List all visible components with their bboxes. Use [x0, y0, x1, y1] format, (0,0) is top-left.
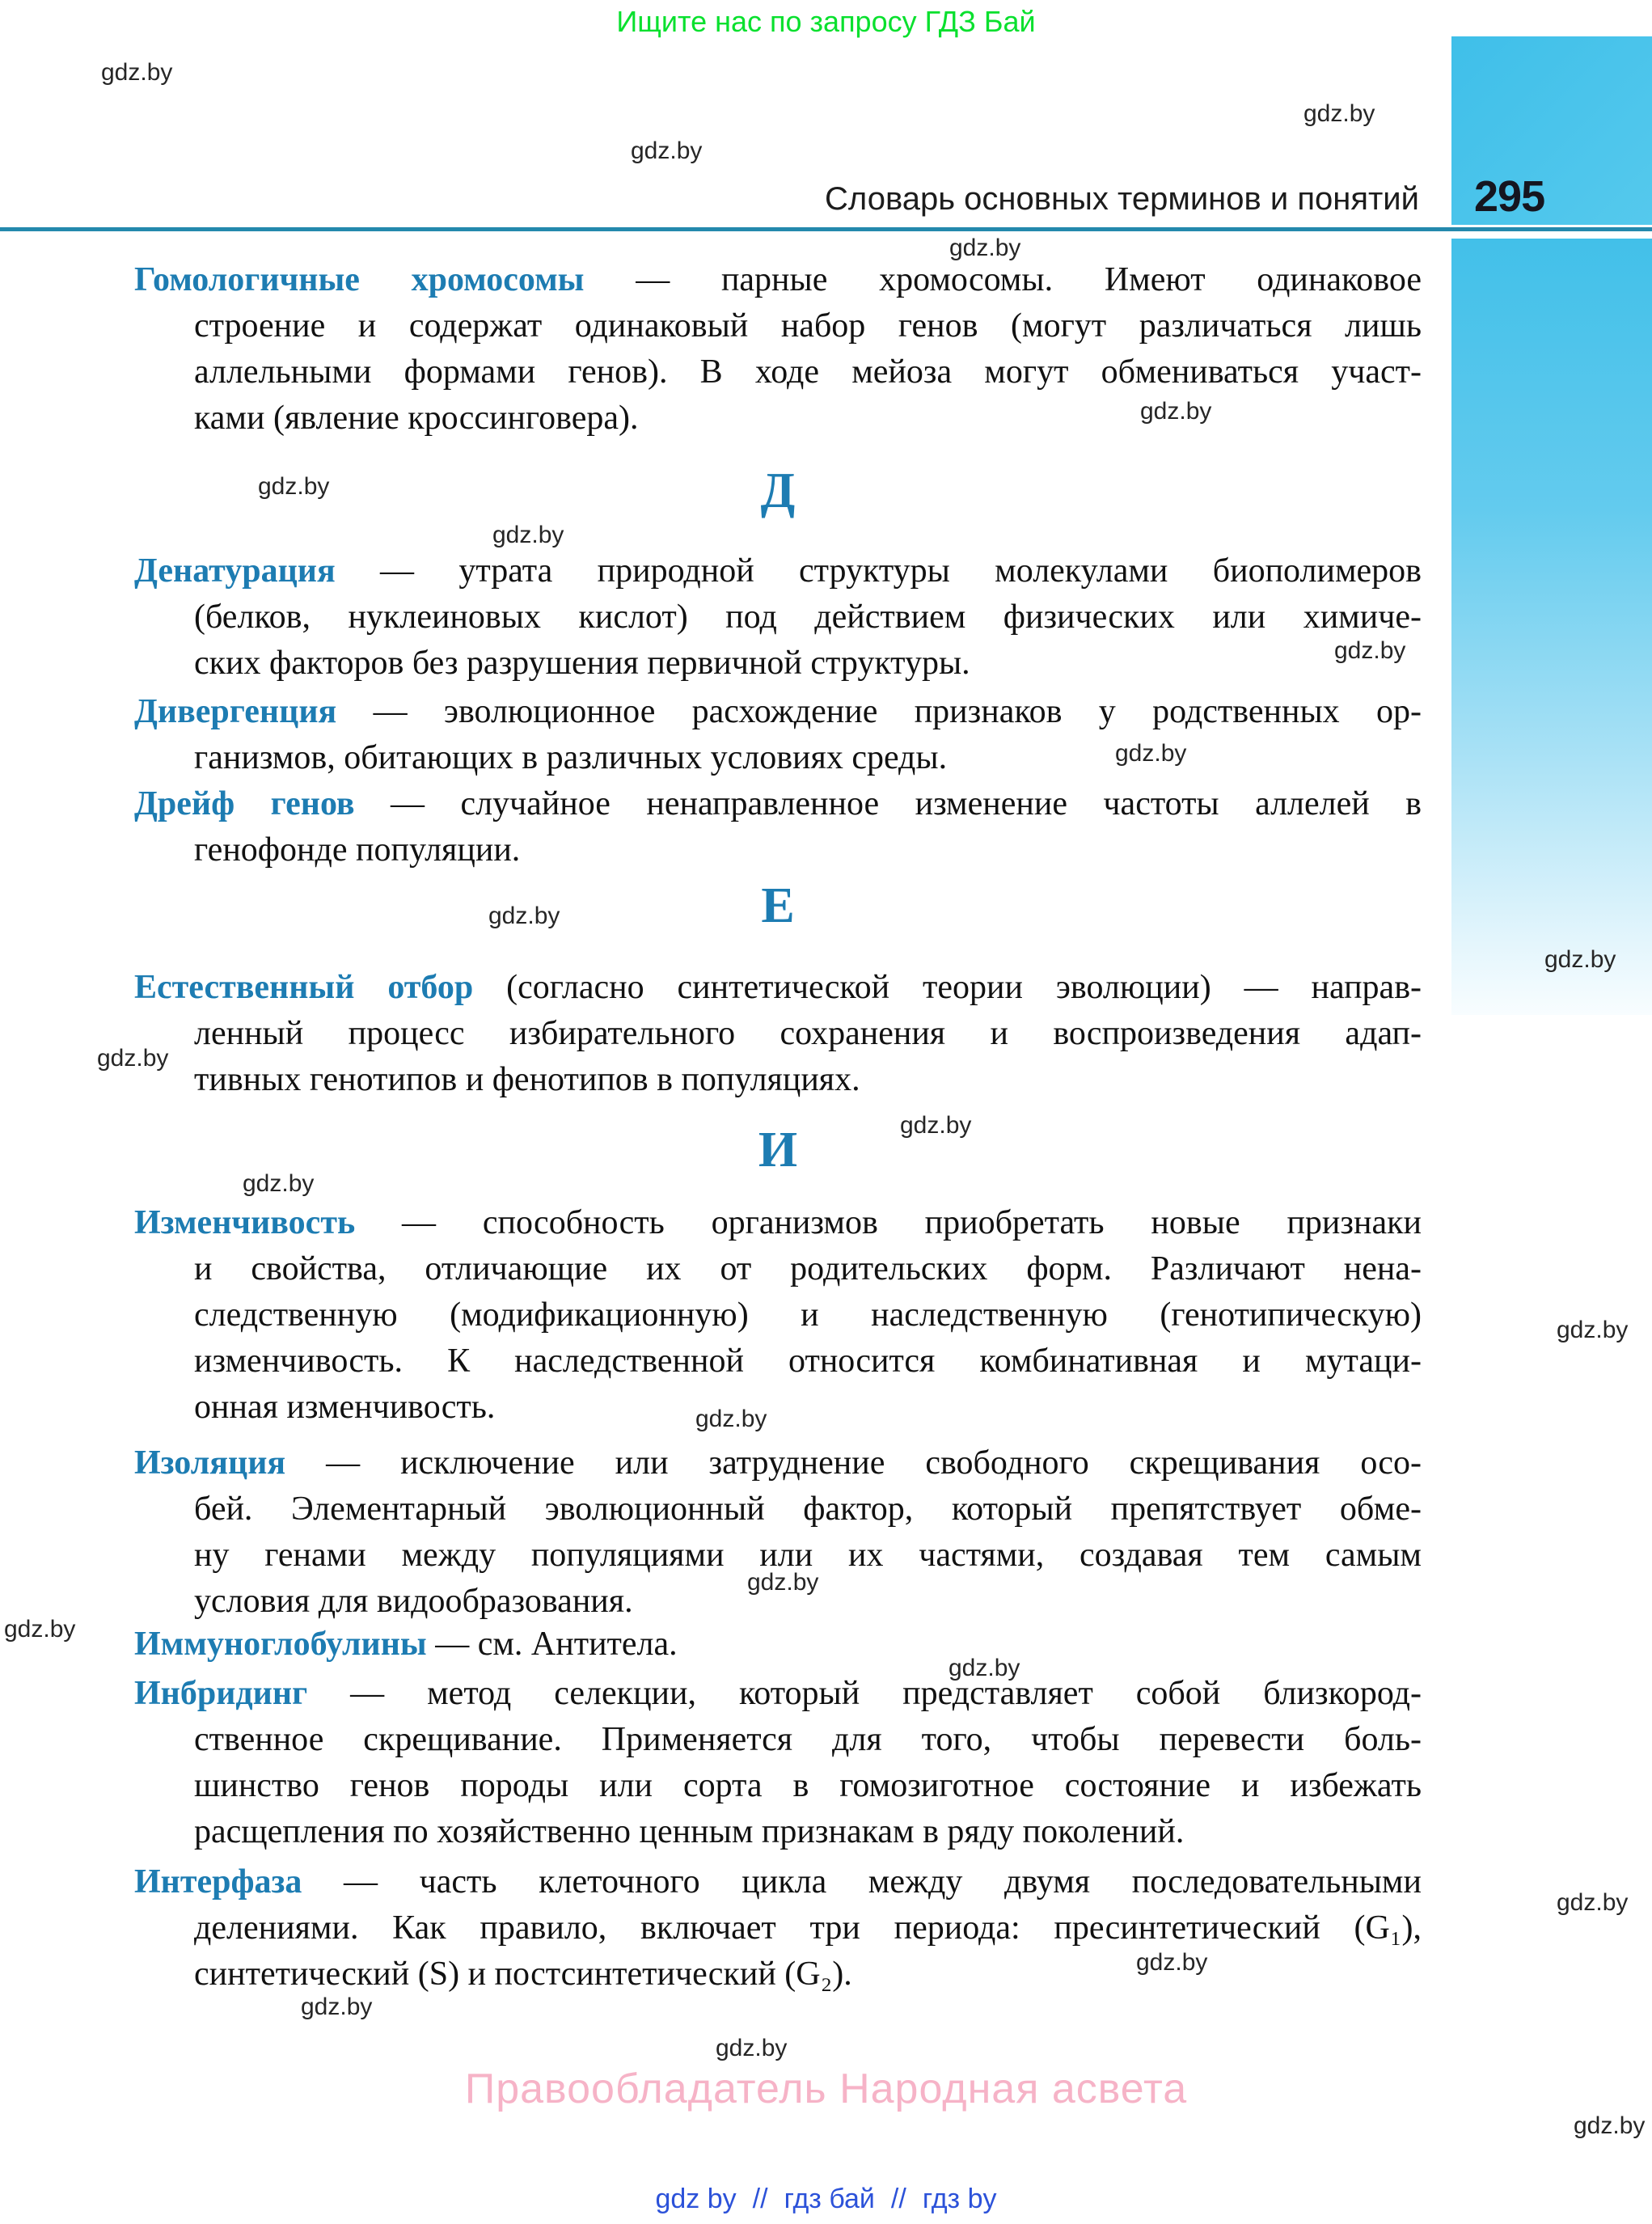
- entry-line: Иммуноглобулины — см. Антитела.: [134, 1626, 678, 1663]
- promo-banner: Ищите нас по запросу ГДЗ Бай: [616, 5, 1036, 38]
- gdz-watermark: gdz.by: [1115, 740, 1187, 767]
- entry-line: генофонде популяции.: [194, 831, 521, 869]
- entry-line: тивных генотипов и фенотипов в популяциях.: [194, 1061, 860, 1098]
- page-number-box: [1451, 36, 1652, 225]
- section-letter: Е: [761, 878, 795, 933]
- glossary-entry: [134, 1621, 1422, 1668]
- gdz-watermark: gdz.by: [949, 1655, 1020, 1681]
- gdz-watermark: gdz.by: [695, 1406, 767, 1432]
- entry-line: Денатурация — утрата природной структуры молекулами биополимеров: [134, 552, 1422, 590]
- entry-line: ками (явление кроссинговера).: [194, 400, 639, 437]
- gdz-watermark: gdz.by: [900, 1112, 972, 1139]
- glossary-term: Интерфаза: [134, 1863, 302, 1901]
- gdz-watermark: gdz.by: [243, 1170, 315, 1197]
- glossary-term: Дрейф генов: [134, 785, 355, 822]
- header-rule: [0, 227, 1652, 231]
- glossary-term: Изоляция: [134, 1444, 286, 1482]
- gdz-watermark: gdz.by: [631, 137, 703, 164]
- entry-line: ну генами между популяциями или их частями, создавая тем самым: [194, 1537, 1422, 1574]
- entry-line: изменчивость. К наследственной относится комбинативная и мутаци-: [194, 1342, 1422, 1380]
- entry-line: Естественный отбор (согласно синтетической теории эволюции) — направ-: [134, 969, 1422, 1006]
- gdz-watermark: gdz.by: [1544, 946, 1616, 973]
- glossary-entry: [134, 548, 1422, 687]
- glossary-entry: [134, 1671, 1422, 1855]
- glossary-term: Иммуноглобулины: [134, 1626, 427, 1663]
- glossary-entry: [134, 257, 1422, 442]
- gdz-watermark: gdz.by: [492, 522, 564, 548]
- gdz-watermark: gdz.by: [101, 59, 173, 86]
- page-title: Словарь основных терминов и понятий: [825, 181, 1419, 217]
- gdz-watermark: gdz.by: [1557, 1889, 1629, 1916]
- entry-line: синтетический (S) и постсинтетический (G₂).: [194, 1956, 852, 1993]
- gdz-watermark: gdz.by: [1136, 1949, 1208, 1976]
- section-letter: Д: [760, 463, 796, 518]
- glossary-term: Изменчивость: [134, 1204, 356, 1241]
- footer-link[interactable]: gdz by: [655, 2184, 737, 2214]
- entry-line: Изменчивость — способность организмов приобретать новые признаки: [134, 1204, 1422, 1241]
- entry-line: и свойства, отличающие их от родительских форм. Различают нена-: [194, 1250, 1422, 1287]
- entry-line: (белков, нуклеиновых кислот) под действием физических или химиче-: [194, 598, 1422, 636]
- footer-separator: //: [890, 2184, 906, 2214]
- entry-line: Интерфаза — часть клеточного цикла между двумя последовательными: [134, 1863, 1422, 1901]
- glossary-entry: [134, 689, 1422, 781]
- glossary-term: Гомологичные хромосомы: [134, 261, 585, 298]
- gdz-watermark: gdz.by: [97, 1045, 169, 1072]
- entry-line: бей. Элементарный эволюционный фактор, который препятствует обме-: [194, 1490, 1422, 1528]
- copyright-text: Правообладатель Народная асвета: [464, 2065, 1188, 2112]
- gdz-watermark: gdz.by: [1557, 1317, 1629, 1343]
- glossary-term: Естественный отбор: [134, 969, 474, 1006]
- sidebar-gradient: [1451, 239, 1652, 1015]
- glossary-term: Дивергенция: [134, 693, 337, 730]
- entry-line: Гомологичные хромосомы — парные хромосомы. Имеют одинаковое: [134, 261, 1422, 298]
- entry-line: Инбридинг — метод селекции, который представляет собой близкород-: [134, 1675, 1422, 1712]
- entry-line: расщепления по хозяйственно ценным признакам в ряду поколений.: [194, 1813, 1185, 1850]
- glossary-term: Инбридинг: [134, 1675, 308, 1712]
- entry-line: ственное скрещивание. Применяется для того, чтобы перевести боль-: [194, 1721, 1422, 1758]
- glossary-entry: [134, 1200, 1422, 1431]
- gdz-watermark: gdz.by: [258, 473, 330, 500]
- footer-links: [0, 2184, 1652, 2215]
- gdz-watermark: gdz.by: [949, 235, 1021, 261]
- gdz-watermark: gdz.by: [301, 1994, 373, 2020]
- entry-line: строение и содержат одинаковый набор генов (могут различаться лишь: [194, 307, 1422, 345]
- section-letter: И: [758, 1123, 798, 1178]
- entry-line: ских факторов без разрушения первичной структуры.: [194, 645, 970, 682]
- footer-separator: //: [752, 2184, 768, 2214]
- entry-line: аллельными формами генов). В ходе мейоза могут обмениваться участ-: [194, 353, 1422, 391]
- entry-line: ленный процесс избирательного сохранения и воспроизведения адап-: [194, 1015, 1422, 1052]
- glossary-entry: [134, 1859, 1422, 1998]
- page-number: 295: [1474, 172, 1545, 221]
- gdz-watermark: gdz.by: [1303, 100, 1375, 127]
- entry-line: Дивергенция — эволюционное расхождение признаков у родственных ор-: [134, 693, 1422, 730]
- gdz-watermark: gdz.by: [716, 2035, 788, 2061]
- glossary-entry: [134, 965, 1422, 1103]
- gdz-watermark: gdz.by: [488, 903, 560, 929]
- glossary-term: Денатурация: [134, 552, 336, 590]
- gdz-watermark: gdz.by: [4, 1616, 76, 1643]
- entry-line: Изоляция — исключение или затруднение свободного скрещивания осо-: [134, 1444, 1422, 1482]
- footer-link[interactable]: гдз бай: [784, 2184, 875, 2214]
- gdz-watermark: gdz.by: [1334, 637, 1406, 664]
- entry-line: делениями. Как правило, включает три периода: пресинтетический (G₁),: [194, 1909, 1422, 1947]
- gdz-watermark: gdz.by: [1574, 2112, 1646, 2139]
- gdz-watermark: gdz.by: [1140, 398, 1212, 425]
- glossary-entry: [134, 781, 1422, 873]
- footer-link[interactable]: гдз by: [922, 2184, 997, 2214]
- glossary-entry: [134, 1440, 1422, 1625]
- entry-line: следственную (модификационную) и наследственную (генотипическую): [194, 1296, 1422, 1334]
- entry-line: шинство генов породы или сорта в гомозиготное состояние и избежать: [194, 1767, 1422, 1804]
- gdz-watermark: gdz.by: [747, 1569, 819, 1596]
- entry-line: Дрейф генов — случайное ненаправленное изменение частоты аллелей в: [134, 785, 1422, 822]
- entry-line: онная изменчивость.: [194, 1389, 496, 1426]
- entry-line: условия для видообразования.: [194, 1583, 633, 1620]
- entry-line: ганизмов, обитающих в различных условиях среды.: [194, 739, 948, 776]
